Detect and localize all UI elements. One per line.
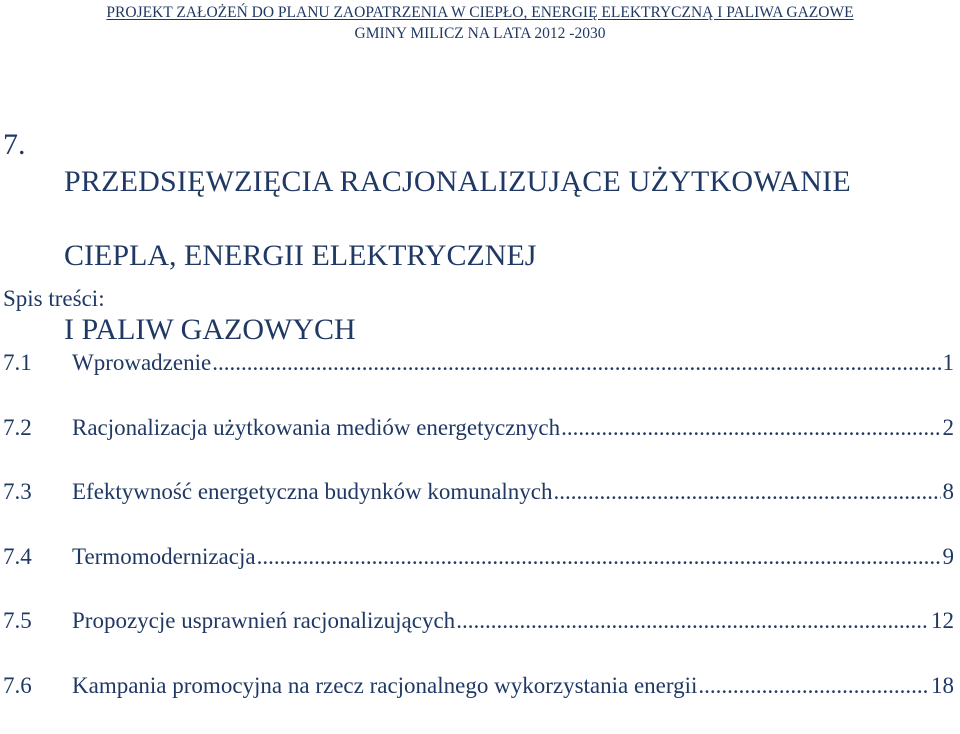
toc-entry-termomodernizacja[interactable] bbox=[3, 540, 954, 605]
toc-entry-propozycje[interactable] bbox=[3, 604, 954, 669]
toc-entry-number: 7.4 bbox=[3, 543, 32, 569]
toc-entry-wprowadzenie[interactable] bbox=[3, 346, 954, 411]
toc-entry-racjonalizacja[interactable] bbox=[3, 411, 954, 476]
toc-entry-page: 9 bbox=[942, 543, 954, 569]
toc-entry-page: 1 bbox=[942, 350, 954, 375]
toc-entry-number: 7.2 bbox=[3, 414, 32, 440]
toc-dot-leader bbox=[212, 346, 940, 380]
toc-entry-number: 7.6 bbox=[3, 672, 32, 698]
toc-entry-title: Termomodernizacja bbox=[72, 543, 256, 569]
toc-heading: Spis treści: bbox=[3, 286, 105, 311]
toc-entry-efektywnosc[interactable] bbox=[3, 475, 954, 540]
chapter-number: 7. bbox=[3, 128, 26, 161]
toc-entry-page: 8 bbox=[942, 479, 954, 505]
chapter-title-line: PRZEDSIĘWZIĘCIA RACJONALIZUJĄCE UŻYTKOWANIE bbox=[64, 165, 851, 198]
toc-dot-leader bbox=[456, 604, 929, 638]
toc-entry-title: Efektywność energetyczna budynków komunalnych bbox=[72, 479, 553, 505]
chapter-title-line: CIEPLA, ENERGII ELEKTRYCZNEJ bbox=[64, 239, 537, 272]
toc-dot-leader bbox=[554, 475, 941, 509]
header-municipality-period: GMINY MILICZ NA LATA 2012 -2030 bbox=[354, 25, 606, 42]
toc-dot-leader bbox=[561, 411, 940, 445]
toc-entry-page: 18 bbox=[931, 672, 954, 698]
toc-entry-page: 12 bbox=[931, 608, 954, 634]
table-of-contents bbox=[3, 346, 954, 734]
toc-entry-number: 7.5 bbox=[3, 608, 32, 634]
toc-dot-leader bbox=[257, 540, 941, 574]
running-header bbox=[0, 2, 960, 44]
toc-entry-number: 7.3 bbox=[3, 479, 32, 505]
toc-entry-page: 2 bbox=[942, 414, 954, 440]
chapter-title-line: I PALIW GAZOWYCH bbox=[64, 313, 356, 346]
toc-entry-title: Kampania promocyjna na rzecz racjonalnego wykorzystania energii bbox=[72, 672, 698, 698]
toc-dot-leader bbox=[698, 669, 929, 703]
toc-entry-title: Propozycje usprawnień racjonalizujących bbox=[72, 608, 456, 634]
toc-entry-title: Racjonalizacja użytkowania mediów energetycznych bbox=[72, 414, 561, 440]
toc-entry-title: Wprowadzenie bbox=[72, 350, 212, 375]
toc-entry-kampania[interactable] bbox=[3, 669, 954, 734]
header-project-title: PROJEKT ZAŁOŻEŃ DO PLANU ZAOPATRZENIA W CIEPŁO, ENERGIĘ ELEKTRYCZNĄ I PALIWA GAZOWE bbox=[106, 4, 854, 21]
toc-entry-number: 7.1 bbox=[3, 350, 32, 375]
